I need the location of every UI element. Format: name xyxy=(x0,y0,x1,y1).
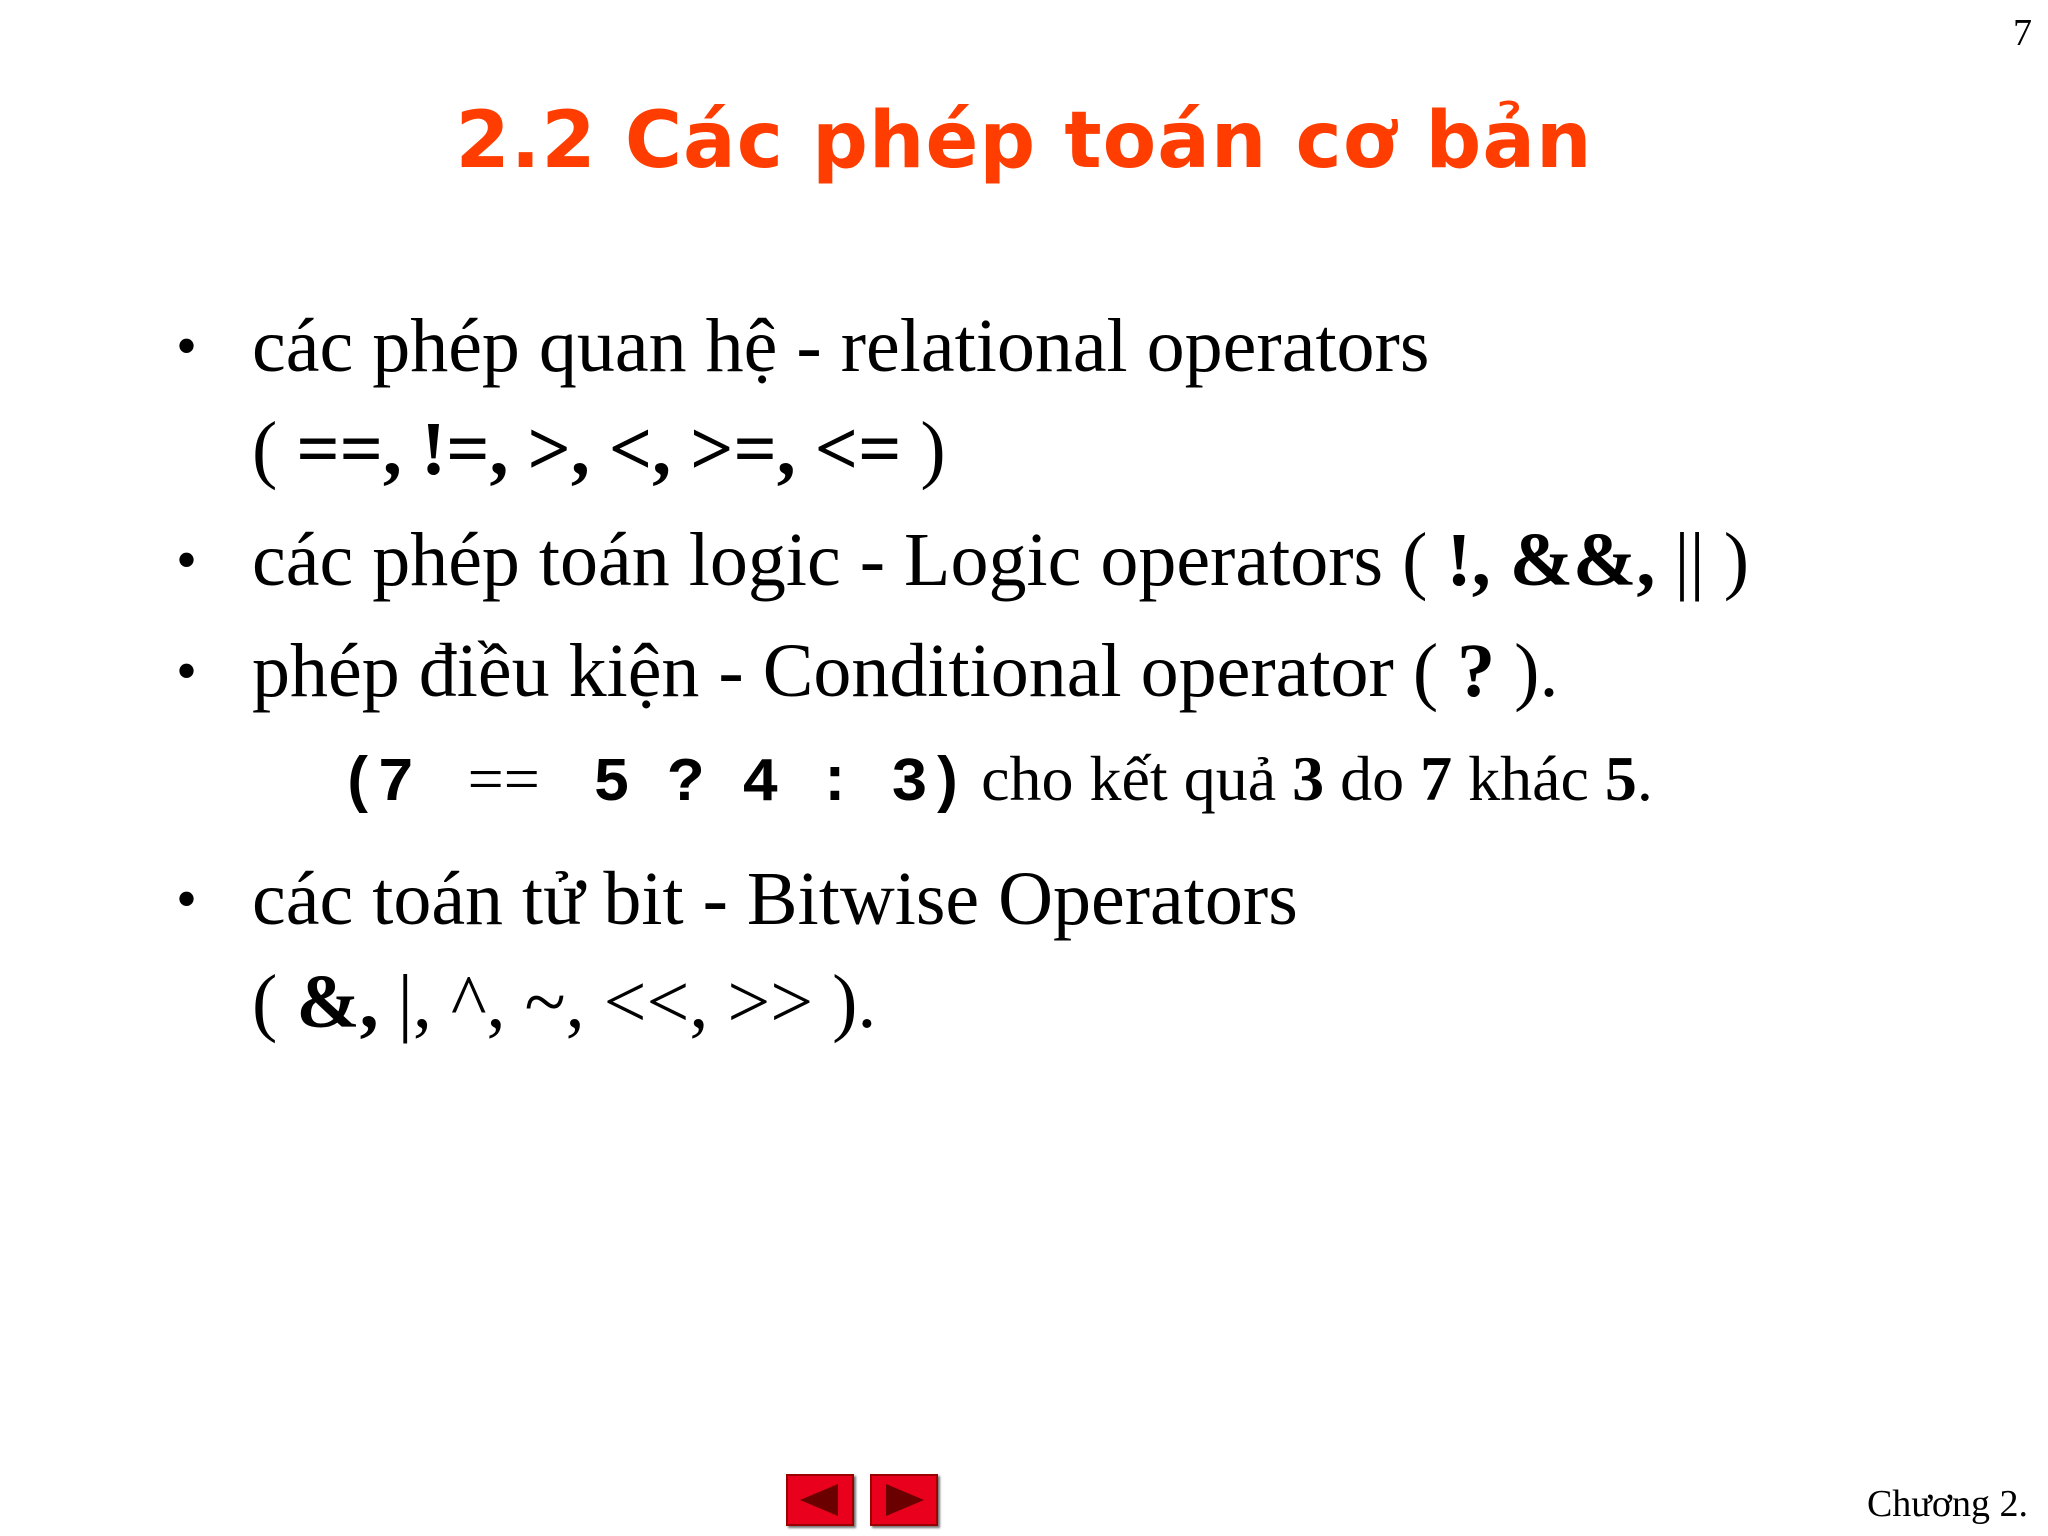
example-text: cho kết quả xyxy=(965,743,1293,814)
conditional-example xyxy=(340,723,2036,840)
bullet-dot-icon: • xyxy=(176,527,198,593)
bullet-text: các phép toán logic - Logic operators ( xyxy=(252,518,1447,602)
triangle-right-icon xyxy=(870,1474,938,1526)
example-code-start: (7 xyxy=(340,748,452,819)
example-number: 7 xyxy=(1420,743,1453,814)
bullet-text: các phép quan hệ - relational operators xyxy=(252,304,1430,388)
bullet-dot-icon: • xyxy=(176,866,198,932)
previous-slide-button[interactable] xyxy=(786,1474,854,1526)
operator-list: ? xyxy=(1457,629,1496,713)
operator-close: ) xyxy=(901,407,946,491)
example-code-equals: == xyxy=(451,743,556,814)
example-text: khác xyxy=(1452,743,1605,814)
operator-open: ( xyxy=(252,407,297,491)
operator-open: ( xyxy=(252,960,297,1044)
bullet-relational xyxy=(176,295,2036,501)
bullet-text: phép điều kiện - Conditional operator ( xyxy=(252,629,1458,713)
example-text: do xyxy=(1324,743,1421,814)
operator-line xyxy=(252,951,2036,1054)
operator-line xyxy=(252,509,2036,612)
bullet-conditional xyxy=(176,620,2036,840)
bullet-dot-icon: • xyxy=(176,313,198,379)
operator-line xyxy=(252,620,2036,723)
example-number: 3 xyxy=(1292,743,1325,814)
bullet-dot-icon: • xyxy=(176,638,198,704)
example-code-end: 5 ? 4 : 3) xyxy=(555,748,966,819)
bullet-list xyxy=(176,295,2036,1062)
bullet-logic xyxy=(176,509,2036,612)
bullet-text: các toán tử bit - Bitwise Operators xyxy=(252,857,1298,941)
operator-line xyxy=(252,398,2036,501)
operator-list: !, &&, xyxy=(1446,518,1656,602)
slide-navigation xyxy=(786,1474,938,1526)
bullet-bitwise xyxy=(176,848,2036,1054)
chapter-footer: Chương 2. xyxy=(1866,1483,2028,1526)
operator-close: || ) xyxy=(1655,518,1750,602)
operator-close: |, ^, ~, <<, >> ). xyxy=(378,960,877,1044)
operator-close: ). xyxy=(1495,629,1559,713)
operator-list: ==, !=, >, <, >=, <= xyxy=(296,407,902,491)
operator-list: &, xyxy=(296,960,379,1044)
next-slide-button[interactable] xyxy=(870,1474,938,1526)
example-number: 5 xyxy=(1604,743,1637,814)
slide-title: 2.2 Các phép toán cơ bản xyxy=(455,96,1593,186)
page-number: 7 xyxy=(2013,12,2032,54)
triangle-left-icon xyxy=(786,1474,854,1526)
example-text: . xyxy=(1636,743,1653,814)
